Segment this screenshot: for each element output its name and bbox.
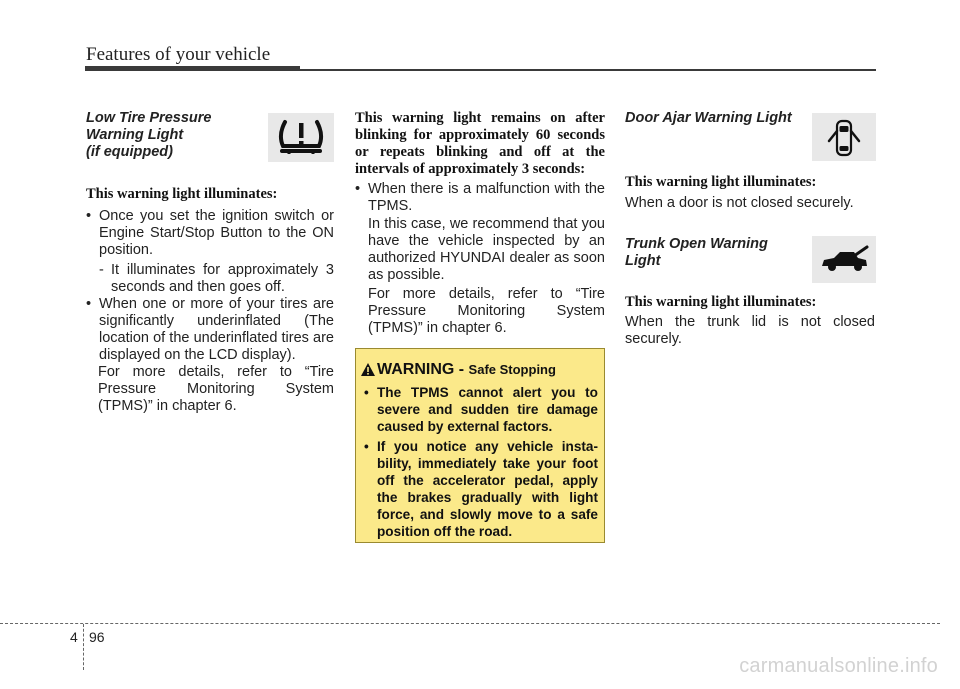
low-tire-bullet-2-text: When one or more of your tires are significantly underinflated (The location of the underinflated tires are displayed on the LCD display). xyxy=(99,296,334,363)
low-tire-dash-1-text: It illuminates for approximately 3 seconds and then goes off. xyxy=(111,262,334,295)
low-tire-title-line-1: Low Tire Pressure xyxy=(86,110,212,126)
tpms-blink-lead: This warning light remains on after blinking for approximately 60 seconds or repeats blinking and off at the intervals of approximately 3 seconds: xyxy=(355,110,605,177)
warning-box xyxy=(355,348,605,543)
door-ajar-icon xyxy=(812,113,876,161)
trunk-open-title-line-1: Trunk Open Warning xyxy=(625,236,768,252)
tpms-inspect-paragraph: In this case, we recommend that you have the vehicle inspected by an authorized HYUNDAI dealer as soon as possible. xyxy=(368,216,605,283)
low-tire-title-line-2: Warning Light xyxy=(86,127,184,143)
trunk-open-text: When the trunk lid is not closed securely. xyxy=(625,314,875,347)
header-rule-thick xyxy=(85,66,300,71)
tpms-malfunction-bullet-text: When there is a malfunction with the TPMS. xyxy=(368,181,605,214)
tpms-warning-icon xyxy=(268,113,334,162)
header-rule-thin xyxy=(300,69,876,71)
warning-title-label: WARNING - xyxy=(377,361,469,378)
warning-item-1-text: The TPMS cannot alert you to severe and sudden tire damage caused by external factors. xyxy=(377,385,598,434)
low-tire-bullet-1-text: Once you set the ignition switch or Engine Start/Stop Button to the ON position. xyxy=(99,208,334,258)
low-tire-lead: This warning light illuminates: xyxy=(86,186,278,202)
low-tire-section-title xyxy=(86,110,256,161)
footer-rule xyxy=(0,623,940,624)
low-tire-paragraph: For more details, refer to “Tire Pressure Monitoring System (TPMS)” in chapter 6. xyxy=(98,364,334,414)
warning-subtitle: Safe Stopping xyxy=(468,362,556,377)
trunk-open-title-line-2: Light xyxy=(625,253,661,269)
warning-item-2-text: If you notice any vehicle insta-bility, immediately take your foot off the accelerator pedal, apply the brakes gradually with light force, and slowly move to a safe position off the road. xyxy=(377,439,598,539)
trunk-open-icon xyxy=(812,236,876,283)
trunk-open-lead: This warning light illuminates: xyxy=(625,294,817,310)
low-tire-dash-1: - It illuminates for approximately 3 seconds and then goes off. xyxy=(99,262,334,295)
low-tire-bullet-1: • Once you set the ignition switch or Engine Start/Stop Button to the ON position. xyxy=(86,208,334,258)
page-header-title: Features of your vehicle xyxy=(86,44,271,65)
warning-triangle-icon xyxy=(360,362,376,377)
low-tire-title-line-3: (if equipped) xyxy=(86,144,173,160)
warning-title xyxy=(377,361,556,379)
warning-item-2: • If you notice any vehicle insta-bility, immediately take your foot off the accelerator pedal, apply the brakes gradually with light force, and slowly move to a safe position off the road. xyxy=(364,439,598,539)
door-ajar-section-title: Door Ajar Warning Light xyxy=(625,110,792,126)
footer-divider xyxy=(83,624,84,670)
door-ajar-text: When a door is not closed securely. xyxy=(625,195,854,211)
watermark: carmanualsonline.info xyxy=(739,655,938,677)
door-ajar-lead: This warning light illuminates: xyxy=(625,174,817,190)
warning-item-1: • The TPMS cannot alert you to severe and sudden tire damage caused by external factors. xyxy=(364,385,598,434)
low-tire-bullet-2: • When one or more of your tires are significantly underinflated (The location of the underinflated tires are displayed on the LCD display). xyxy=(86,296,334,363)
tpms-refer-paragraph: For more details, refer to “Tire Pressure Monitoring System (TPMS)” in chapter 6. xyxy=(368,286,605,336)
tpms-malfunction-bullet: • When there is a malfunction with the TPMS. xyxy=(355,181,605,214)
trunk-open-section-title xyxy=(625,236,795,270)
footer-chapter-number: 4 xyxy=(70,629,78,645)
footer-page-number: 96 xyxy=(89,629,105,645)
